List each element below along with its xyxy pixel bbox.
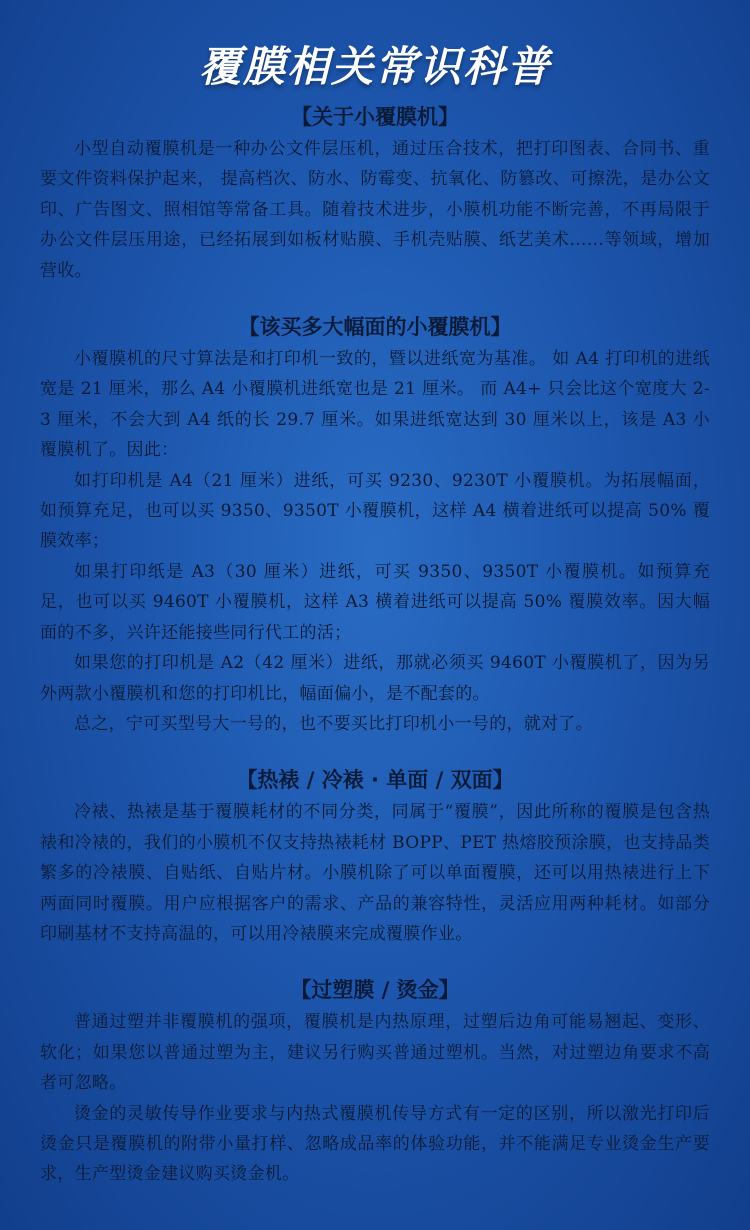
- section-size-choice: [40, 310, 710, 739]
- paragraph: 冷裱、热裱是基于覆膜耗材的不同分类，同属于“覆膜”，因此所称的覆膜是包含热裱和冷裱的，我们的小膜机不仅支持热裱耗材 BOPP、PET 热熔胶预涂膜，也支持品类繁多的冷裱膜、自贴纸、自贴片材。小膜机除了可以单面覆膜，还可以用热裱进行上下两面同时覆膜。用户应根据客户的需求、产品的兼容特性，灵活应用两种耗材。如部分印刷基材不支持高温的，可以用冷裱膜来完成覆膜作业。: [40, 802, 710, 944]
- section-heading: 【热裱 / 冷裱 · 单面 / 双面】: [236, 768, 514, 793]
- paragraph: 如果打印纸是 A3（30 厘米）进纸，可买 9350、9350T 小覆膜机。如预算充足，也可以买 9460T 小覆膜机，这样 A3 横着进纸可以提高 50% 覆膜效率。因大幅面的不多，兴许还能接些同行代工的活；: [40, 561, 710, 643]
- section-laminating-foil: [40, 973, 710, 1189]
- page-title: 覆膜相关常识科普: [198, 42, 551, 91]
- paragraph: 如果您的打印机是 A2（42 厘米）进纸，那就必须买 9460T 小覆膜机了，因为另外两款小覆膜机和您的打印机比，幅面偏小，是不配套的。: [40, 653, 710, 704]
- section-hot-cold-lamination: [40, 763, 710, 949]
- paragraph: 小型自动覆膜机是一种办公文件层压机，通过压合技术，把打印图表、合同书、重要文件资料保护起来， 提高档次、防水、防霉变、抗氧化、防篡改、可擦洗，是办公文印、广告图文、照相馆等常备工具。随着技术进步，小膜机功能不断完善，不再局限于办公文件层压用途，已经拓展到如板材贴膜、手机壳贴膜、纸艺美术……等领域，增加营收。: [40, 139, 710, 281]
- paragraph: 烫金的灵敏传导作业要求与内热式覆膜机传导方式有一定的区别，所以激光打印后烫金只是覆膜机的附带小量打样、忽略成品率的体验功能，并不能满足专业烫金生产要求，生产型烫金建议购买烫金机。: [40, 1103, 710, 1185]
- paragraph: 如打印机是 A4（21 厘米）进纸，可买 9230、9230T 小覆膜机。为拓展幅面，如预算充足，也可以买 9350、9350T 小覆膜机，这样 A4 横着进纸可以提高 50% 覆膜效率；: [40, 470, 710, 552]
- paragraph: 普通过塑并非覆膜机的强项，覆膜机是内热原理，过塑后边角可能易翘起、变形、软化；如果您以普通过塑为主，建议另行购买普通过塑机。当然，对过塑边角要求不高者可忽略。: [40, 1012, 710, 1094]
- section-heading: 【关于小覆膜机】: [291, 105, 459, 129]
- article-body: [40, 100, 710, 1190]
- section-heading: 【该买多大幅面的小覆膜机】: [238, 315, 512, 340]
- paragraph: 小覆膜机的尺寸算法是和打印机一致的，暨以进纸宽为基准。 如 A4 打印机的进纸宽是 21 厘米，那么 A4 小覆膜机进纸宽也是 21 厘米。 而 A4+ 只会比这个宽度大 2-3 厘米，不会大到 A4 纸的长 29.7 厘米。如果进纸宽达到 30 厘米以上，该是 A3 小覆膜机了。因此：: [40, 349, 710, 461]
- paragraph: 总之，宁可买型号大一号的，也不要买比打印机小一号的，就对了。: [74, 713, 593, 734]
- section-about-laminator: [40, 100, 710, 286]
- section-heading: 【过塑膜 / 烫金】: [290, 978, 460, 1003]
